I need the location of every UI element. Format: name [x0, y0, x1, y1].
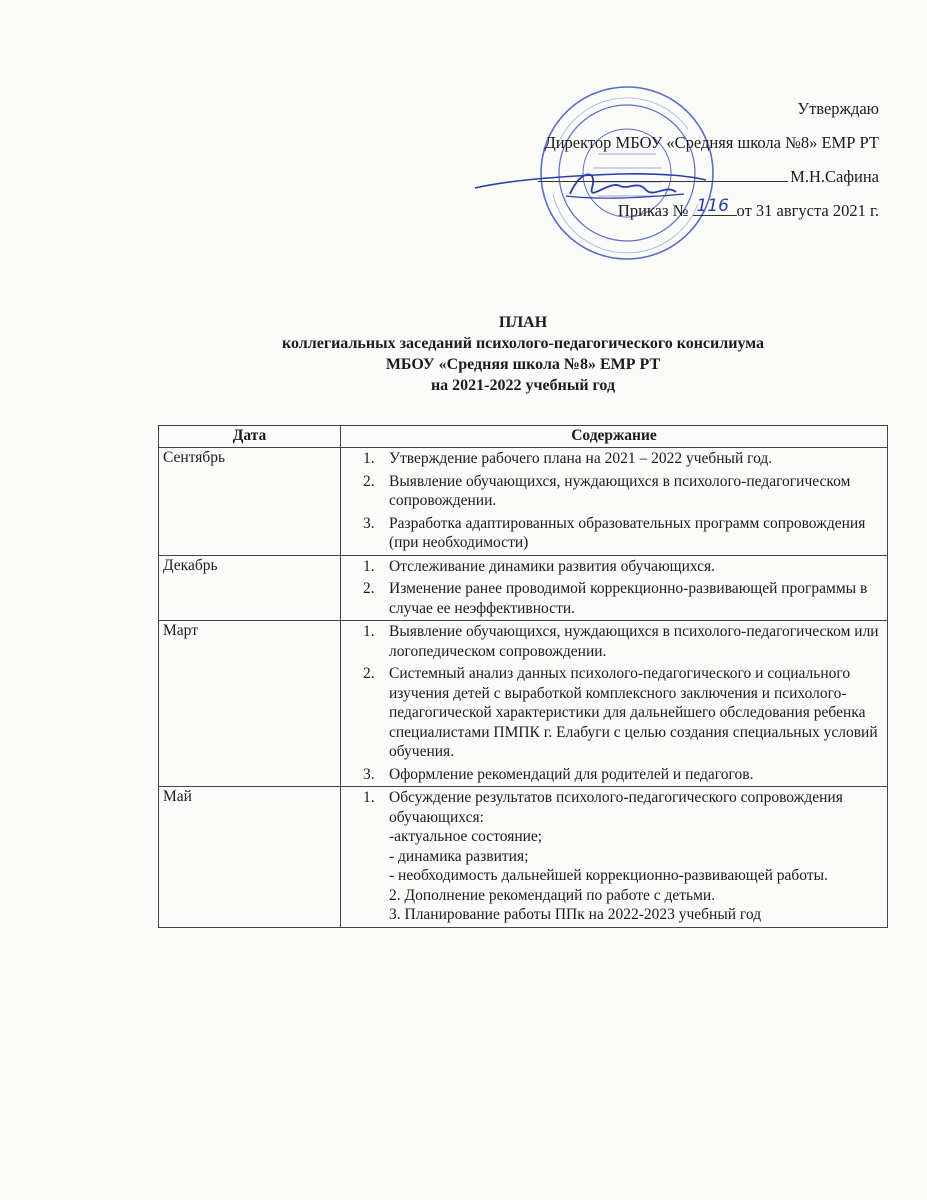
- list-item: 1. Утверждение рабочего плана на 2021 – 2022 учебный год.: [363, 450, 773, 467]
- table-row: [159, 621, 888, 787]
- row-date: Сентябрь: [159, 448, 341, 556]
- table-row: [159, 448, 888, 556]
- title-line-3: МБОУ «Средняя школа №8» ЕМР РТ: [385, 356, 661, 373]
- signatory-name: М.Н.Сафина: [790, 167, 879, 186]
- sub-line: 3. Планирование работы ППк на 2022-2023 учебный год: [389, 906, 762, 923]
- order-date: от 31 августа 2021 г.: [736, 201, 879, 220]
- list-item: 1. Отслеживание динамики развития обучающихся.: [363, 557, 716, 575]
- sub-line: - динамика развития;: [389, 847, 529, 865]
- sub-line: 2. Дополнение рекомендаций по работе с детьми.: [389, 886, 716, 904]
- table-row: [159, 555, 888, 621]
- list-item: 2. Выявление обучающихся, нуждающихся в психолого-педагогическом сопровождении.: [363, 472, 851, 509]
- header-content: Содержание: [341, 426, 888, 448]
- signature-underline: [538, 163, 788, 182]
- list-item: 3. Разработка адаптированных образовательных программ сопровождения (при необходимости): [363, 514, 866, 551]
- order-line: [419, 194, 879, 228]
- document-title: [158, 312, 888, 396]
- sub-line: -актуальное состояние;: [389, 828, 543, 845]
- row-date: Март: [159, 621, 341, 787]
- approve-word: Утверждаю: [797, 99, 879, 118]
- title-line-4: на 2021-2022 учебный год: [430, 377, 616, 394]
- order-prefix: Приказ №: [617, 201, 689, 220]
- list-item: 1. Выявление обучающихся, нуждающихся в психолого-педагогическом или логопедическом сопровождении.: [363, 623, 879, 660]
- list-item: 1. Обсуждение результатов психолого-педагогического сопровождения обучающихся:: [363, 789, 843, 826]
- row-date: Декабрь: [159, 555, 341, 621]
- director-position: Директор МБОУ «Средняя школа №8» ЕМР РТ: [544, 133, 879, 152]
- order-number-handwritten: 116: [696, 196, 729, 216]
- sub-line: - необходимость дальнейшей коррекционно-развивающей работы.: [389, 867, 828, 884]
- order-number-field: [693, 196, 737, 216]
- row-content: [341, 621, 888, 787]
- row-date: Май: [159, 787, 341, 928]
- table-row: [159, 787, 888, 928]
- signature-line: [419, 160, 879, 194]
- row-content: [341, 787, 888, 928]
- list-item: 2. Системный анализ данных психолого-педагогического и социального изучения детей с выработкой комплексного заключения и психолого-педагогической характеристики для дальнейшего обследования ребенка специалистами ПМПК г. Елабуги с целью создания специальных условий обучения.: [363, 665, 878, 760]
- title-line-1: ПЛАН: [498, 314, 548, 331]
- list-item: 2. Изменение ранее проводимой коррекционно-развивающей программы в случае ее неэффективности.: [363, 580, 868, 617]
- row-content: [341, 448, 888, 556]
- plan-table: [158, 425, 888, 928]
- row-content: [341, 555, 888, 621]
- approval-block: [419, 92, 879, 228]
- table-header-row: [159, 426, 888, 448]
- list-item: 3. Оформление рекомендаций для родителей и педагогов.: [363, 765, 754, 783]
- title-line-2: коллегиальных заседаний психолого-педагогического консилиума: [281, 335, 765, 352]
- header-date: Дата: [159, 426, 341, 448]
